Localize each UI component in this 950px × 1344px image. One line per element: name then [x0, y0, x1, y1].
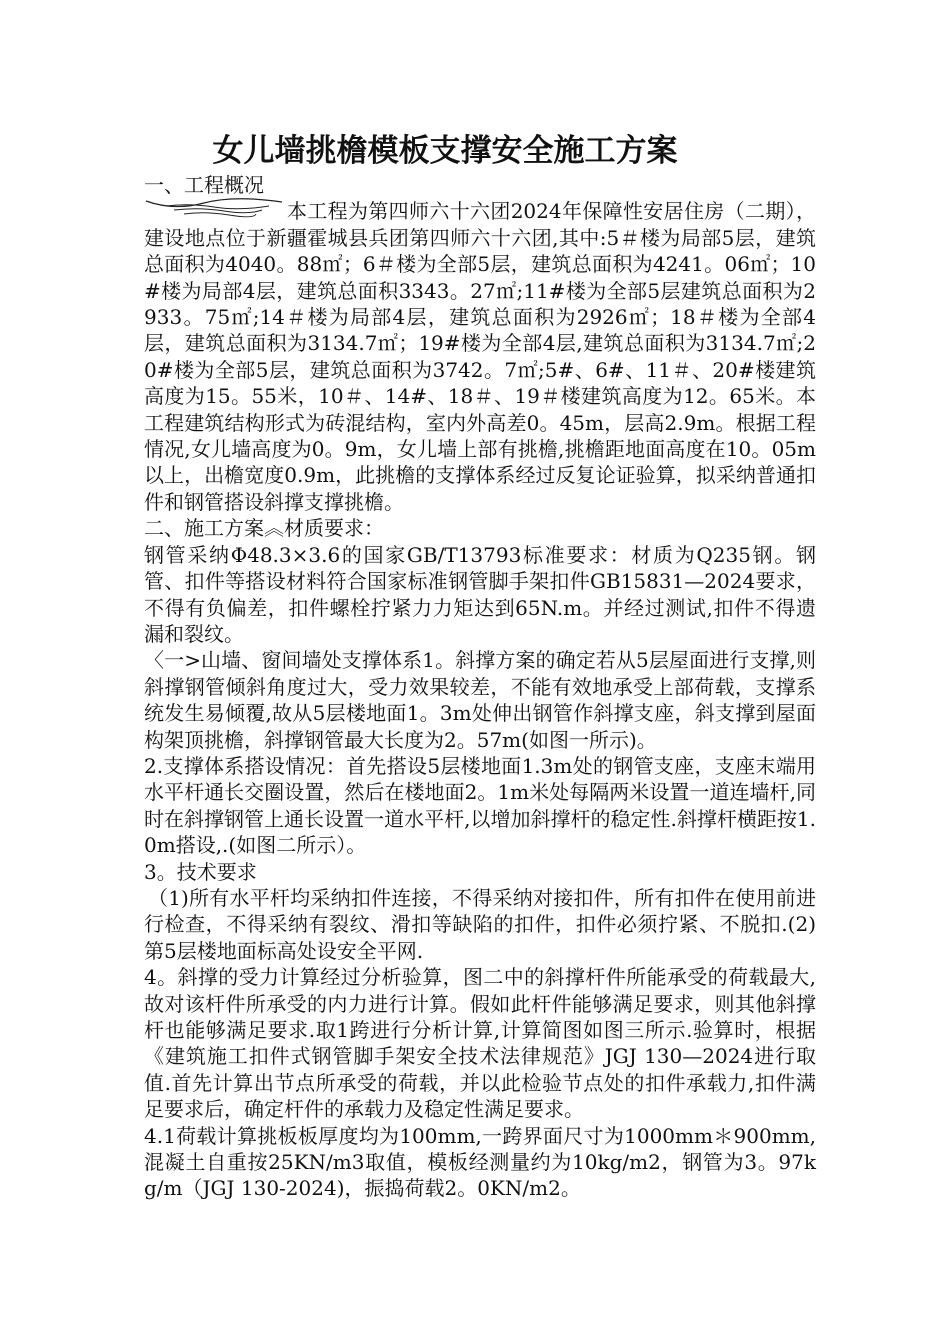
paragraph-technical-requirements: （1)所有水平杆均采纳扣件连接，不得采纳对接扣件，所有扣件在使用前进行检查，不得采纳有裂纹、滑扣等缺陷的扣件，扣件必须拧紧、不脱扣.(2) 第5层楼地面标高处设安全平网. — [144, 885, 836, 963]
paragraph-overview: 本工程为第四师六十六团2024年保障性安居住房（二期），建设地点位于新疆霍城县兵团第四师六十六团,其中:5＃楼为局部5层，建筑总面积为4040。88㎡；6＃楼为全部5层，建筑总面积为4241。06㎡；10#楼为局部4层，建筑总面积3343。27㎡;11#楼为全部5层建筑总面积为2933。75㎡;14＃楼为局部4层，建筑总面积为2926㎡；18＃楼为全部4层，建筑总面积为3134.7㎡；19#楼为全部4层,建筑总面积为3134.7㎡;20#楼为全部5层，建筑总面积为3742。7㎡;5#、6#、11＃、20#楼建筑高度为15。55米，10＃、14#、18＃、19＃楼建筑高度为12。65米。本工程建筑结构形式为砖混结构，室内外高差0。45m，层高2.9m。根据工程情况,女儿墙高度为0。9m，女儿墙上部有挑檐,挑檐距地面高度在10。05m以上，出檐宽度0.9m，此挑檐的支撑体系经过反复论证验算，拟采纳普通扣件和钢管搭设斜撑支撑挑檐。 — [144, 199, 816, 514]
document-body — [144, 172, 836, 1202]
paragraph-material: 钢管采纳Φ48.3×3.6的国家GB/T13793标准要求：材质为Q235钢。钢管、扣件等搭设材料符合国家标准钢管脚手架扣件GB15831—2024要求，不得有负偏差，扣件螺栓拧紧力力矩达到65N.m。并经过测试,扣件不得遗漏和裂纹。 — [144, 542, 816, 646]
paragraph-force-calculation: 4。斜撑的受力计算经过分析验算，图二中的斜撑杆件所能承受的荷载最大,故对该杆件所承受的内力进行计算。假如此杆件能够满足要求，则其他斜撑杆也能够满足要求.取1跨进行分析计算,计算简图如图三所示.验算时，根据《建筑施工扣件式钢管脚手架安全技术法律规范》JGJ 130—2024进行取值.首先计算出节点所承受的荷载，并以此检验节点处的扣件承载力,扣件满足要求后，确定杆件的承载力及稳定性满足要求。 — [144, 965, 816, 1122]
paragraph-bracing-scheme: 〈一>山墙、窗间墙处支撑体系1。斜撑方案的确定若从5层屋面进行支撑,则斜撑钢管倾斜角度过大，受力效果较差，不能有效地承受上部荷载，支撑系统发生易倾覆,故从5层楼地面1。3m处伸出钢管作斜撑支座，斜支撑到屋面构架顶挑檐，斜撑钢管最大长度为2。57m(如图一所示)。 — [144, 648, 816, 752]
section-heading-technical: 3。技术要求 — [144, 859, 257, 884]
paragraph-erection: 2.支撑体系搭设情况：首先搭设5层楼地面1.3m处的钢管支座，支座末端用水平杆通长交圈设置，然后在楼地面2。1m米处每隔两米设置一道连墙杆,同时在斜撑钢管上通长设置一道水平杆,以增加斜撑杆的稳定性.斜撑杆横距按1.0m搭设,.(如图二所示）。 — [144, 753, 816, 858]
paragraph-load-calculation: 4.1荷载计算挑板板厚度均为100mm,一跨界面尺寸为1000mm＊900mm,混凝土自重按25KN/m3取值，模板经测量约为10kg/m2，钢管为3。97kg/m（JGJ 130-2024)，振捣荷载2。0KN/m2。 — [144, 1123, 816, 1201]
document-title: 女儿墙挑檐模板支撑安全施工方案 — [212, 133, 678, 169]
section-heading-plan: 二、施工方案︽材质要求： — [144, 516, 384, 541]
section-heading-overview: 一、工程概况 — [144, 173, 264, 197]
